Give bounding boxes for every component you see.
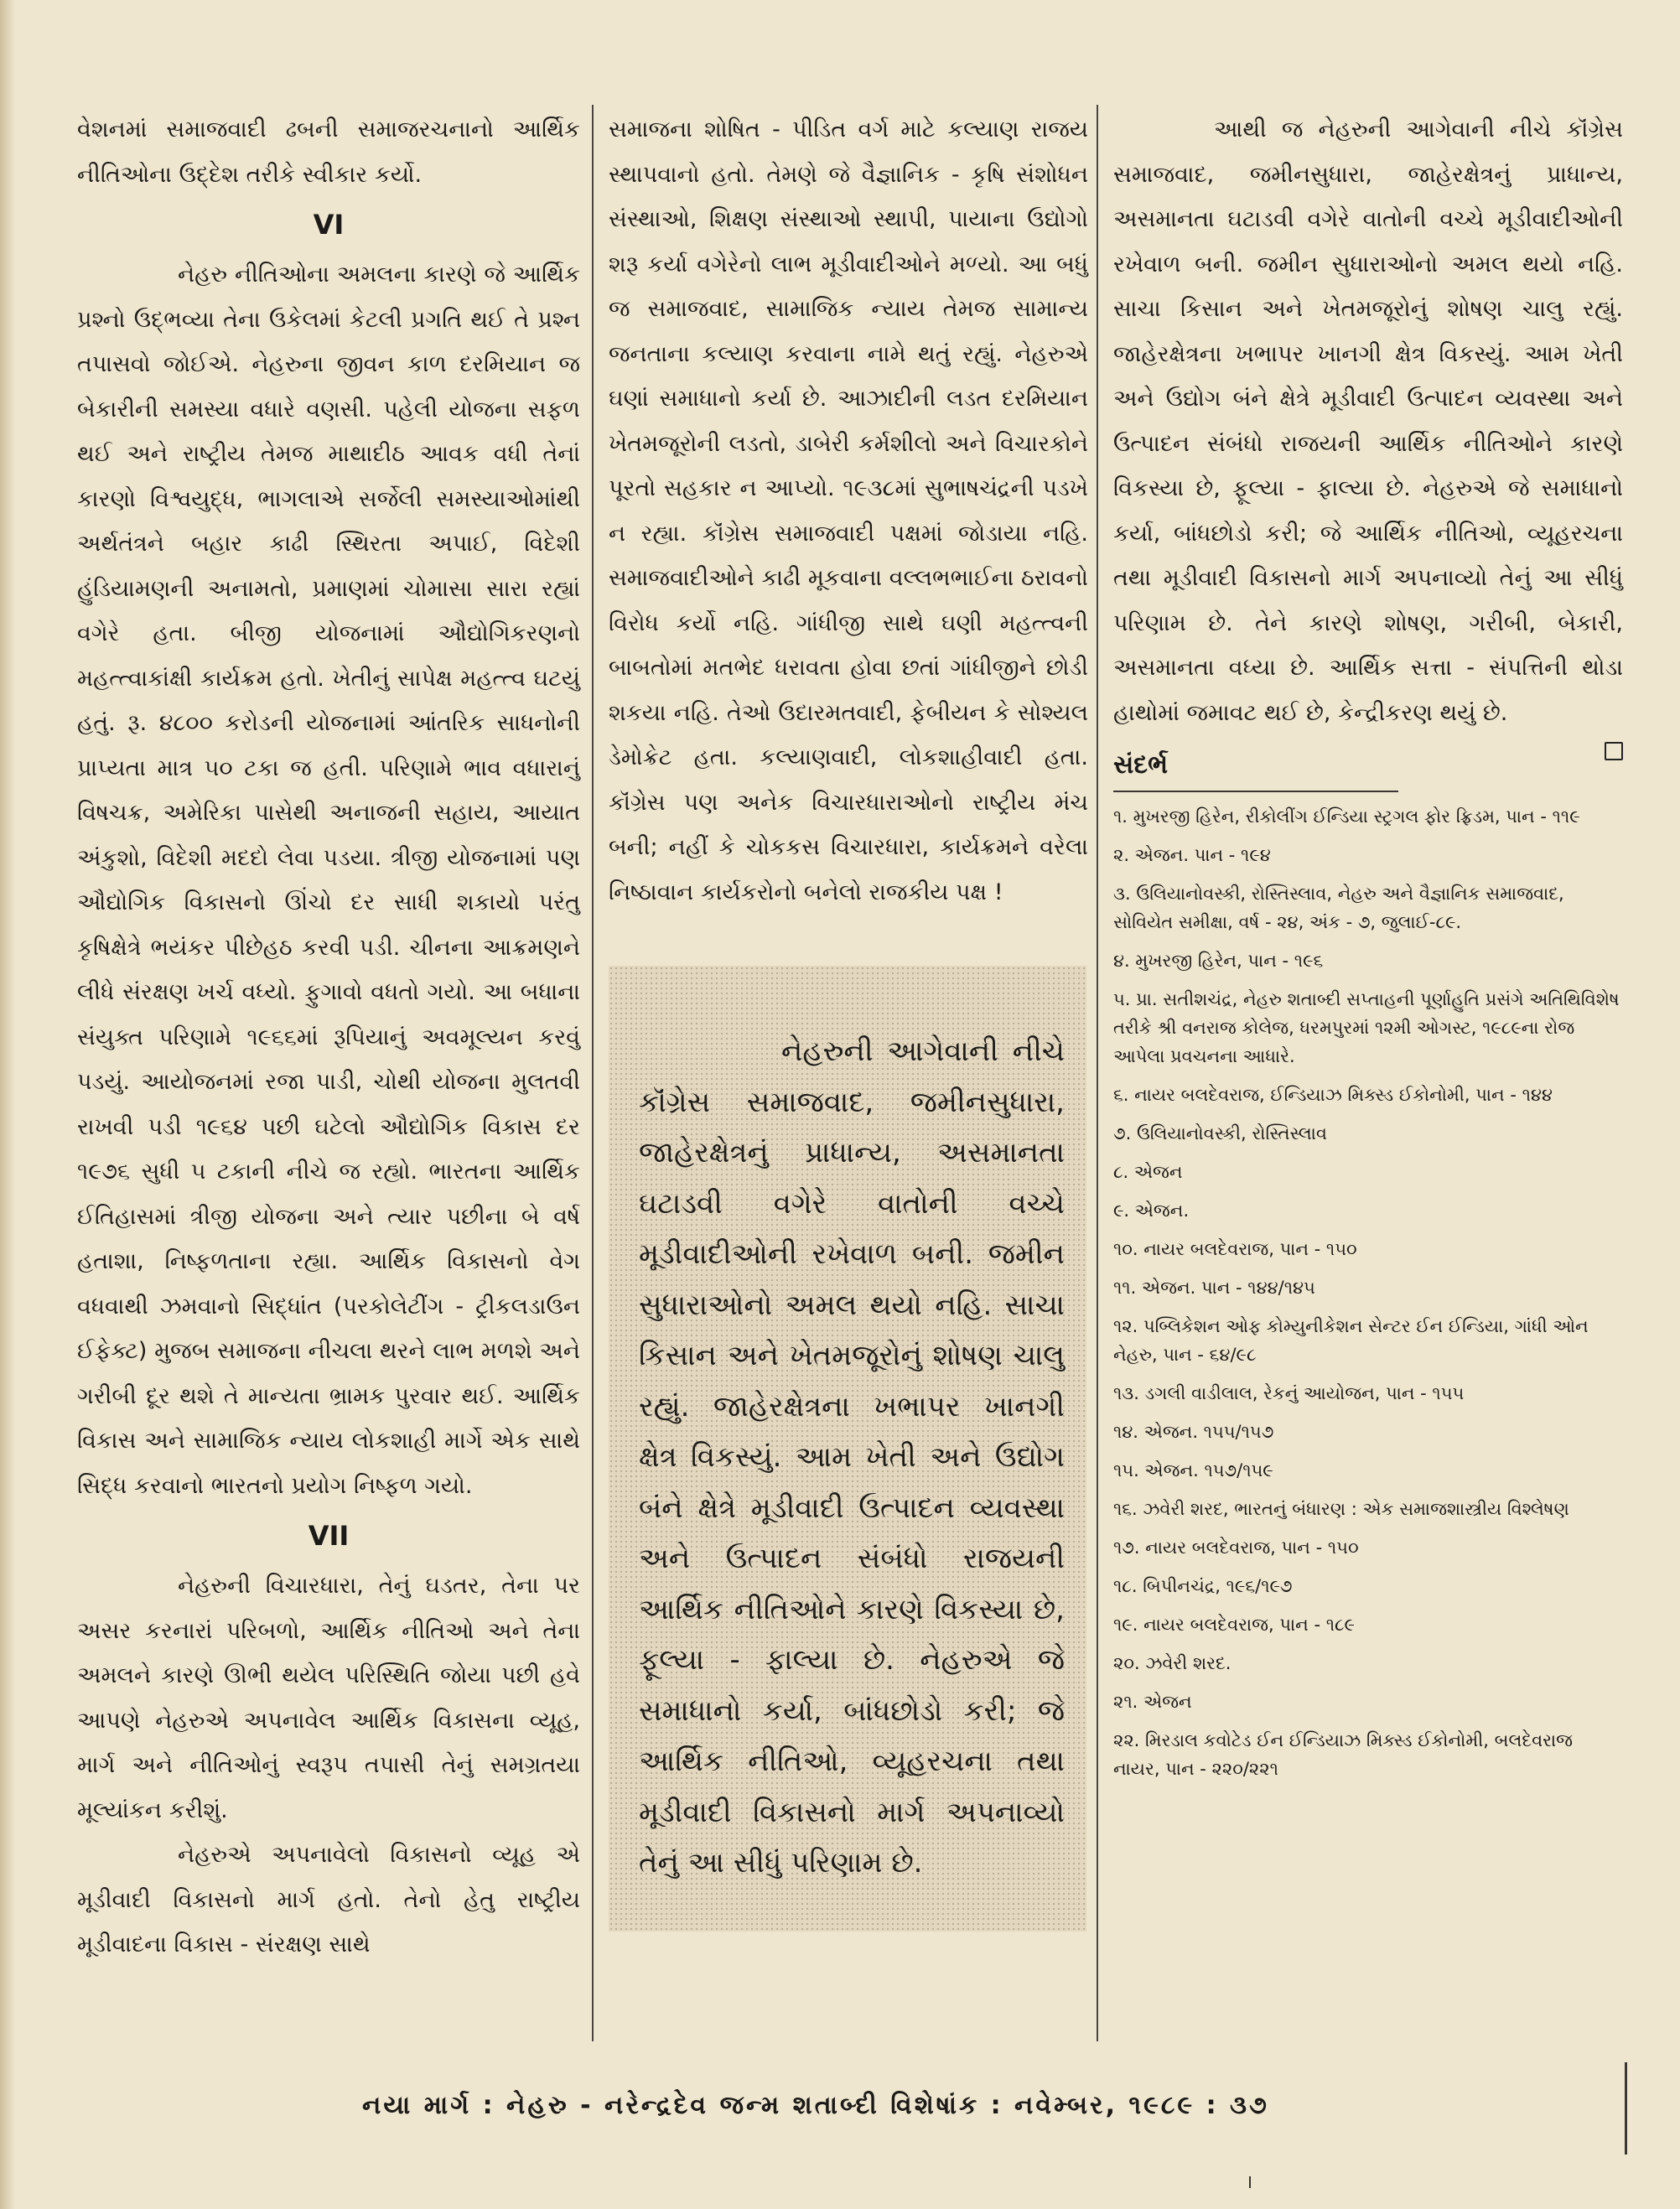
reference-item: ૨૦. ઝવેરી શરદ. xyxy=(1113,1653,1231,1673)
pull-quote-box xyxy=(609,966,1086,1932)
references-title: સંદર્ભ xyxy=(1113,750,1169,780)
reference-item: ૧૮. બિપીનચંદ્ર, ૧૯૬/૧૯૭ xyxy=(1113,1576,1293,1596)
intro-paragraph: વેશનમાં સમાજવાદી ઢબની સમાજરચનાનો આર્થિક નીતિઓના ઉદ્દેશ તરીકે સ્વીકાર કર્યો. xyxy=(77,117,580,188)
reference-item: ૧૪. એજન. ૧૫૫/૧૫૭ xyxy=(1113,1422,1274,1442)
middle-paragraph: સમાજના શોષિત - પીડિત વર્ગ માટે કલ્યાણ રાજય સ્થાપવાનો હતો. તેમણે જે વૈજ્ઞાનિક - કૃષિ સંશોધન સંસ્થાઓ, શિક્ષણ સંસ્થાઓ સ્થાપી, પાયાના ઉદ્યોગો શરૂ કર્યા વગેરેનો લાભ મૂડીવાદીઓને મળ્યો. આ બધું જ સમાજવાદ, સામાજિક ન્યાય તેમજ સામાન્ય જનતાના કલ્યાણ કરવાના નામે થતું રહ્યું. નેહરુએ ઘણાં સમાધાનો કર્યા છે. આઝાદીની લડત દરમિયાન ખેતમજૂરોની લડતો, ડાબેરી કર્મશીલો અને વિચારકોને પૂરતો સહકાર ન આપ્યો. ૧૯૩૮માં સુભાષચંદ્રની પડખે ન રહ્યા. કૉંગ્રેસ સમાજવાદી પક્ષમાં જોડાયા નહિ. સમાજવાદીઓને કાઢી મૂકવાના વલ્લભભાઈના ઠરાવનો વિરોધ કર્યો નહિ. ગાંધીજી સાથે ઘણી મહત્ત્વની બાબતોમાં મતભેદ ધરાવતા હોવા છતાં ગાંધીજીને છોડી શકયા નહિ. તેઓ ઉદારમતવાદી, ફેબીયન કે સોશ્યલ ડેમોક્રેટ હતા. કલ્યાણવાદી, લોકશાહીવાદી હતા. કૉંગ્રેસ પણ અનેક વિચારધારાઓનો રાષ્ટ્રીય મંચ બની; નહીં કે ચોકકસ વિચારધારા, કાર્યક્રમને વરેલા નિષ્ઠાવાન કાર્યકરોનો બનેલો રાજકીય પક્ષ ! xyxy=(609,117,1088,905)
margin-mark xyxy=(1625,2062,1627,2155)
reference-item: ૨૧. એજન xyxy=(1113,1692,1192,1712)
section-vii-paragraph-1: નેહરુની વિચારધારા, તેનું ઘડતર, તેના પર અસર કરનારાં પરિબળો, આર્થિક નીતિઓ અને તેના અમલને કારણે ઊભી થયેલ પરિસ્થિતિ જોયા પછી હવે આપણે નેહરુએ અપનાવેલ આર્થિક વિકાસના વ્યૂહ, માર્ગ અને નીતિઓનું સ્વરૂપ તપાસી તેનું સમગ્રતયા મૂલ્યાંકન કરીશું. xyxy=(77,1573,580,1823)
middle-column xyxy=(609,107,1088,915)
section-heading-vii: VII xyxy=(308,1520,350,1552)
references-rule xyxy=(1113,791,1398,792)
column-rule xyxy=(592,105,594,2041)
reference-item: ૧૯. નાયર બલદેવરાજ, પાન - ૧૮૯ xyxy=(1113,1615,1355,1635)
reference-item: ૧૨. પબ્લિકેશન ઓફ કોમ્યુનીકેશન સેન્ટર ઈન ઈન્ડિયા, ગાંધી ઓન નેહરુ, પાન - ૬૪/૯૮ xyxy=(1113,1316,1589,1365)
section-heading-vi: VI xyxy=(313,209,345,241)
reference-item: ૯. એજન. xyxy=(1113,1200,1190,1221)
column-rule xyxy=(1097,105,1098,2041)
reference-item: ૧૩. ડગલી વાડીલાલ, રેકનું આયોજન, પાન - ૧૫૫ xyxy=(1113,1383,1465,1403)
reference-item: ૩. ઉલિયાનોવસ્કી, રોસ્તિસ્લાવ, નેહરુ અને વૈજ્ઞાનિક સમાજવાદ, સોવિયેત સમીક્ષા, વર્ષ - ૨૪, અંક - ૭, જુલાઈ-૮૯. xyxy=(1113,884,1564,932)
reference-item: ૫. પ્રા. સતીશચંદ્ર, નેહરુ શતાબ્દી સપ્તાહની પૂર્ણાહુતિ પ્રસંગે અતિથિવિશેષ તરીકે શ્રી વનરાજ કોલેજ, ધરમપુરમાં ૧૨મી ઓગસ્ટ, ૧૯૮૯ના રોજ આપેલા પ્રવચનના આધારે. xyxy=(1113,989,1620,1066)
reference-item: ૭. ઉલિયાનોવસ્કી, રોસ્તિસ્લાવ xyxy=(1113,1123,1328,1143)
references-list xyxy=(1113,802,1623,1783)
right-paragraph: આથી જ નેહરુની આગેવાની નીચે કૉંગ્રેસ સમાજવાદ, જમીનસુધારા, જાહેરક્ષેત્રનું પ્રાધાન્ય, અસમાનતા ઘટાડવી વગેરે વાતોની વચ્ચે મૂડીવાદીઓની રખેવાળ બની. જમીન સુધારાઓનો અમલ થયો નહિ. સાચા કિસાન અને ખેતમજૂરોનું શોષણ ચાલુ રહ્યું. જાહેરક્ષેત્રના ખભાપર ખાનગી ક્ષેત્ર વિકસ્યું. આમ ખેતી અને ઉદ્યોગ બંને ક્ષેત્રે મૂડીવાદી ઉત્પાદન વ્યવસ્થા અને ઉત્પાદન સંબંધો રાજયની આર્થિક નીતિઓને કારણે વિકસ્યા છે, ફૂલ્યા - ફાલ્યા છે. નેહરુએ જે સમાધાનો કર્યા, બાંધછોડો કરી; જે આર્થિક નીતિઓ, વ્યૂહરચના તથા મૂડીવાદી વિકાસનો માર્ગ અપનાવ્યો તેનું આ સીધું પરિણામ છે. તેને કારણે શોષણ, ગરીબી, બેકારી, અસમાનતા વધ્યા છે. આર્થિક સત્તા - સંપત્તિની થોડા હાથોમાં જમાવટ થઈ છે, કેન્દ્રીકરણ થયું છે. xyxy=(1113,117,1623,726)
section-vii-paragraph-2: નેહરુએ અપનાવેલો વિકાસનો વ્યૂહ એ મૂડીવાદી વિકાસનો માર્ગ હતો. તેનો હેતુ રાષ્ટ્રીય મૂડીવાદના વિકાસ - સંરક્ષણ સાથે xyxy=(77,1842,580,1958)
right-column xyxy=(1113,107,1623,1793)
reference-item: ૪. મુખરજી હિરેન, પાન - ૧૯૬ xyxy=(1113,951,1324,971)
end-mark-icon xyxy=(1605,742,1623,760)
page-footer: નયા માર્ગ : નેહરુ - નરેન્દ્રદેવ જન્મ શતાબ્દી વિશેષાંક : નવેમ્બર, ૧૯૮૯ : ૩૭ xyxy=(362,2091,1269,2120)
reference-item: ૧૧. એજન. પાન - ૧૪૪/૧૪૫ xyxy=(1113,1278,1315,1298)
reference-item: ૮. એજન xyxy=(1113,1162,1183,1182)
left-column xyxy=(77,107,580,1968)
reference-item: ૧૫. એજન. ૧૫૭/૧૫૯ xyxy=(1113,1460,1273,1480)
reference-item: ૧૦. નાયર બલદેવરાજ, પાન - ૧૫૦ xyxy=(1113,1239,1357,1259)
references-header xyxy=(1113,742,1623,792)
section-vi-paragraph: નેહરુ નીતિઓના અમલના કારણે જે આર્થિક પ્રશ્નો ઉદ્ભવ્યા તેના ઉકેલમાં કેટલી પ્રગતિ થઈ તે પ્રશ્ન તપાસવો જોઈએ. નેહરુના જીવન કાળ દરમિયાન જ બેકારીની સમસ્યા વધારે વણસી. પહેલી યોજના સફળ થઈ અને રાષ્ટ્રીય તેમજ માથાદીઠ આવક વધી તેનાં કારણો વિશ્વયુદ્ધ, ભાગલાએ સર્જેલી સમસ્યાઓમાંથી અર્થતંત્રને બહાર કાઢી સ્થિરતા અપાઈ, વિદેશી હુંડિયામણની અનામતો, પ્રમાણમાં ચોમાસા સારા રહ્યાં વગેરે હતા. બીજી યોજનામાં ઔદ્યોગિકરણનો મહત્ત્વાકાંક્ષી કાર્યક્રમ હતો. ખેતીનું સાપેક્ષ મહત્ત્વ ઘટયું હતું. રૂ. ૪૮૦૦ કરોડની યોજનામાં આંતરિક સાધનોની પ્રાપ્યતા માત્ર ૫૦ ટકા જ હતી. પરિણામે ભાવ વધારાનું વિષચક્ર, અમેરિકા પાસેથી અનાજની સહાય, આયાત અંકુશો, વિદેશી મદદો લેવા પડયા. ત્રીજી યોજનામાં પણ ઔદ્યોગિક વિકાસનો ઊંચો દર સાધી શકાયો પરંતુ કૃષિક્ષેત્રે ભયંકર પીછેહઠ કરવી પડી. ચીનના આક્રમણને લીધે સંરક્ષણ ખર્ચ વધ્યો. ફુગાવો વધતો ગયો. આ બધાના સંયુક્ત પરિણામે ૧૯૬૬માં રૂપિયાનું અવમૂલ્યન કરવું પડયું. આયોજનમાં રજા પાડી, ચોથી યોજના મુલતવી રાખવી પડી ૧૯૬૪ પછી ઘટેલો ઔદ્યોગિક વિકાસ દર ૧૯૭૬ સુધી ૫ ટકાની નીચે જ રહ્યો. ભારતના આર્થિક ઈતિહાસમાં ત્રીજી યોજના અને ત્યાર પછીના બે વર્ષ હતાશા, નિષ્ફળતાના રહ્યા. આર્થિક વિકાસનો વેગ વધવાથી ઝમવાનો સિદ્ધાંત (પરકોલેટીંગ - ટ્રીકલડાઉન ઈફેક્ટ) મુજબ સમાજના નીચલા થરને લાભ મળશે અને ગરીબી દૂર થશે તે માન્યતા ભ્રામક પુરવાર થઈ. આર્થિક વિકાસ અને સામાજિક ન્યાય લોકશાહી માર્ગે એક સાથે સિદ્ધ કરવાનો ભારતનો પ્રયોગ નિષ્ફળ ગયો. xyxy=(77,262,580,1499)
reference-item: ૬. નાયર બલદેવરાજ, ઈન્ડિયાઝ મિક્સ્ડ ઈકોનોમી, પાન - ૧૪૪ xyxy=(1113,1085,1553,1105)
reference-item: ૧. મુખરજી હિરેન, રીકોલીંગ ઈન્ડિયા સ્ટ્રગલ ફોર ફ્રિડમ, પાન - ૧૧૯ xyxy=(1113,806,1580,827)
pull-quote-text: નેહરુની આગેવાની નીચે કૉંગ્રેસ સમાજવાદ, જમીનસુધારા, જાહેરક્ષેત્રનું પ્રાધાન્ય, અસમાનતા ઘટાડવી વગેરે વાતોની વચ્ચે મૂડીવાદીઓની રખેવાળ બની. જમીન સુધારાઓનો અમલ થયો નહિ. સાચા કિસાન અને ખેતમજૂરોનું શોષણ ચાલુ રહ્યું. જાહેરક્ષેત્રના ખભાપર ખાનગી ક્ષેત્ર વિકસ્યું. આમ ખેતી અને ઉદ્યોગ બંને ક્ષેત્રે મૂડીવાદી ઉત્પાદન વ્યવસ્થા અને ઉત્પાદન સંબંધો રાજયની આર્થિક નીતિઓને કારણે વિકસ્યા છે, ફૂલ્યા - ફાલ્યા છે. નેહરુએ જે સમાધાનો કર્યા, બાંધછોડો કરી; જે આર્થિક નીતિઓ, વ્યૂહરચના તથા મૂડીવાદી વિકાસનો માર્ગ અપનાવ્યો તેનું આ સીધું પરિણામ છે. xyxy=(639,1034,1065,1880)
margin-tick xyxy=(1249,2176,1251,2188)
reference-item: ૨૨. મિરડાલ કવોટેડ ઈન ઈન્ડિયાઝ મિક્સ્ડ ઈકોનોમી, બલદેવરાજ નાયર, પાન - ૨૨૦/૨૨૧ xyxy=(1113,1730,1574,1779)
reference-item: ૨. એજન. પાન - ૧૯૪ xyxy=(1113,845,1271,865)
reference-item: ૧૬. ઝવેરી શરદ, ભારતનું બંધારણ : એક સમાજશાસ્ત્રીય વિશ્લેષણ xyxy=(1113,1499,1569,1519)
page-edge xyxy=(0,0,15,2209)
reference-item: ૧૭. નાયર બલદેવરાજ, પાન - ૧૫૦ xyxy=(1113,1537,1359,1558)
